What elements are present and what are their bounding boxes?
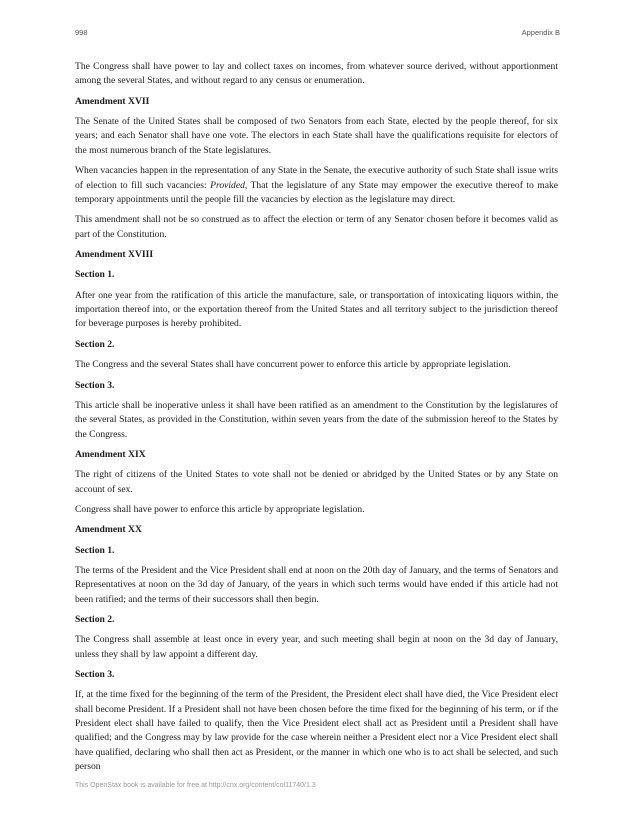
amendment-20-section-3-heading: Section 3.: [75, 668, 115, 680]
footer-availability-note: This OpenStax book is available for free at http://cnx.org/content/col11740/1.3: [75, 782, 316, 789]
provided-emphasis: Provided: [210, 179, 245, 191]
amendment-17-p2-end: , That the legislature of any State may empower the executive thereof to make temporary appointments until the people fill the vacancies by election as the legislature may direct.: [75, 179, 559, 206]
amendment-18-section-1-heading: Section 1.: [75, 269, 115, 281]
page-number: 998: [75, 28, 88, 37]
amendment-20-heading: Amendment XX: [75, 524, 142, 536]
amendment-20-section-1-heading: Section 1.: [75, 544, 115, 556]
amendment-18-heading: Amendment XVIII: [75, 249, 154, 261]
amendment-18-section-1-text: After one year from the ratification of this article the manufacture, sale, or transportation of intoxicating liquors within, the importation thereof into, or the exportation thereof from the United States and all territory subject to the jurisdiction thereof for beverage purposes is hereby prohibited.: [75, 289, 558, 330]
amendment-17-paragraph-1: The Senate of the United States shall be composed of two Senators from each State, elected by the people thereof, for six years; and each Senator shall have one vote. The electors in each State shall have the qualifications requisite for electors of the most numerous branch of the State legislatures.: [75, 116, 558, 156]
amendment-19-paragraph-1: The right of citizens of the United States to vote shall not be denied or abridged by the United States or by any State on account of sex.: [75, 469, 558, 495]
amendment-17-p2-start: When vacancies happen in the representation of any State in the Senate, the executive authority of such State shall issue writs of election to fill such vacancies:: [75, 165, 558, 191]
page-content: [75, 60, 558, 781]
amendment-18-section-2-text: The Congress and the several States shall have concurrent power to enforce this article by appropriate legislation.: [75, 359, 511, 371]
amendment-20-section-1-text: The terms of the President and the Vice President shall end at noon on the 20th day of January, and the terms of Senators and Representatives at noon on the 3d day of January, of the years in which such terms would have ended if this article had not been ratified; and the terms of their successors shall then begin.: [75, 564, 558, 605]
amendment-18-section-3-heading: Section 3.: [75, 379, 115, 391]
running-header: Appendix B: [521, 28, 560, 37]
amendment-18-section-3-text: This article shall be inoperative unless it shall have been ratified as an amendment to the Constitution by the legislatures of the several States, as provided in the Constitution, within seven years from the date of the submission hereof to the States by the Congress.: [75, 399, 558, 440]
amendment-17-paragraph-2: [75, 164, 558, 207]
amendment-20-section-2-text: The Congress shall assemble at least once in every year, and such meeting shall begin at noon on the 3d day of January, unless they shall by law appoint a different day.: [75, 634, 558, 660]
paragraph-income-tax: The Congress shall have power to lay and collect taxes on incomes, from whatever source derived, without apportionment among the several States, and without regard to any census or enumeration.: [75, 61, 558, 87]
amendment-20-section-3-text: If, at the time fixed for the beginning of the term of the President, the President elect shall have died, the Vice President elect shall become President. If a President shall not have been chosen before the time fixed for the beginning of his term, or if the President elect shall have failed to qualify, then the Vice President elect shall act as President until a President shall have qualified; and the Congress may by law provide for the case wherein neither a President elect nor a Vice President elect shall have qualified, declaring who shall then act as President, or the manner in which one who is to act shall be selected, and such person: [75, 689, 558, 773]
amendment-17-paragraph-3: This amendment shall not be so construed as to affect the election or term of any Senator chosen before it becomes valid as part of the Constitution.: [75, 214, 558, 240]
amendment-19-heading: Amendment XIX: [75, 448, 146, 460]
amendment-17-heading: Amendment XVII: [75, 95, 150, 107]
amendment-18-section-2-heading: Section 2.: [75, 338, 115, 350]
amendment-19-paragraph-2: Congress shall have power to enforce this article by appropriate legislation.: [75, 503, 365, 515]
amendment-20-section-2-heading: Section 2.: [75, 613, 115, 625]
